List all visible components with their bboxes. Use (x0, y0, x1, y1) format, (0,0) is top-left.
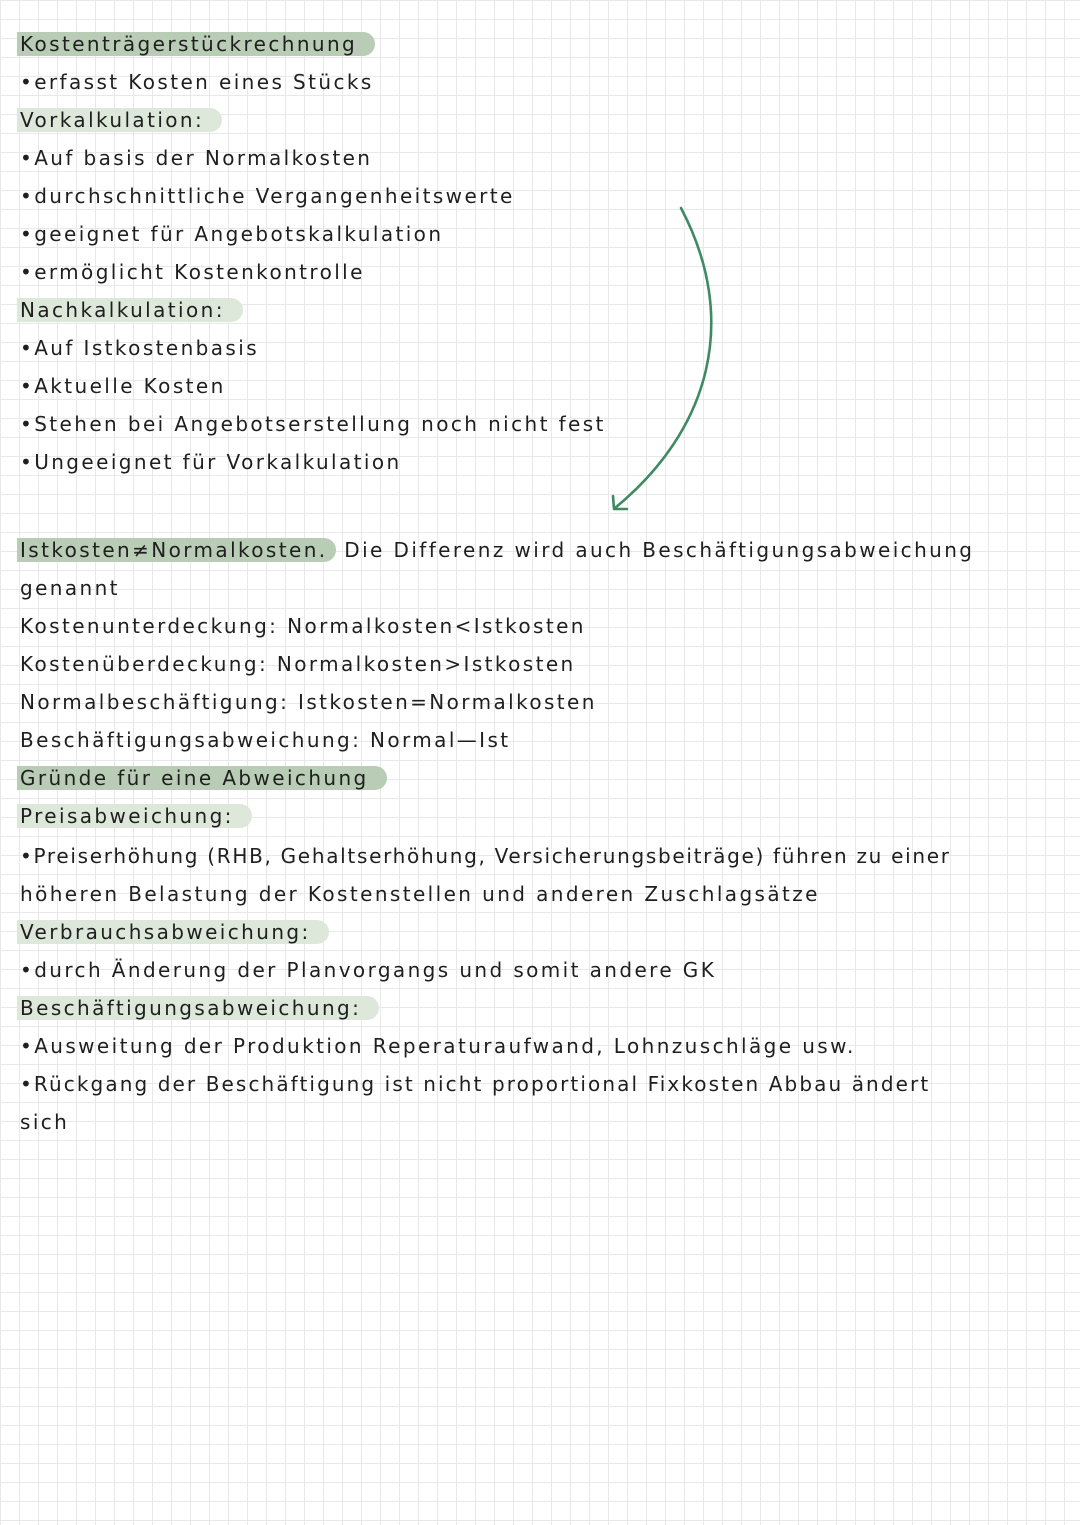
nachkalkulation-heading-text: Nachkalkulation: (17, 298, 243, 322)
vorkalkulation-heading-text: Vorkalkulation: (17, 108, 222, 132)
note-title (20, 30, 375, 58)
vorkalkulation-item: •durchschnittliche Vergangenheitswerte (20, 184, 515, 208)
beschaeftigungsabweichung-line: •Rückgang der Beschäftigung ist nicht proportional Fixkosten Abbau ändert (20, 1072, 931, 1096)
nachkalkulation-item: •Ungeeignet für Vorkalkulation (20, 450, 402, 474)
definition-term: Normalbeschäftigung: (20, 690, 290, 714)
beschaeftigungsabweichung-heading-text: Beschäftigungsabweichung: (17, 996, 379, 1020)
definition-value: Normal—Ist (361, 728, 511, 752)
intro-line: •erfasst Kosten eines Stücks (20, 70, 374, 94)
definition-row (20, 726, 511, 754)
nachkalkulation-item: •Stehen bei Angebotserstellung noch nicht fest (20, 412, 606, 436)
verbrauchsabweichung-line: •durch Änderung der Planvorgangs und somit andere GK (20, 958, 717, 982)
definition-row (20, 612, 586, 640)
vorkalkulation-item: •geeignet für Angebotskalkulation (20, 222, 444, 246)
beschaeftigungsabweichung-line: sich (20, 1110, 70, 1134)
definition-row (20, 688, 597, 716)
definition-term: Kostenunterdeckung: (20, 614, 279, 638)
gruende-heading (20, 764, 387, 792)
nachkalkulation-item: •Auf Istkostenbasis (20, 336, 260, 360)
vorkalkulation-item: •Auf basis der Normalkosten (20, 146, 373, 170)
verbrauchsabweichung-heading-text: Verbrauchsabweichung: (17, 920, 329, 944)
beschaeftigungsabweichung-line: •Ausweitung der Produktion Reperaturaufwand, Lohnzuschläge usw. (20, 1034, 856, 1058)
definition-term: Beschäftigungsabweichung: (20, 728, 362, 752)
preisabweichung-line: höheren Belastung der Kostenstellen und anderen Zuschlagsätze (20, 882, 820, 906)
note-title-text: Kostenträgerstückrechnung (17, 32, 375, 56)
vorkalkulation-item: •ermöglicht Kostenkontrolle (20, 260, 365, 284)
nachkalkulation-heading (20, 296, 243, 324)
differenz-highlight: Istkosten≠Normalkosten. (17, 538, 336, 562)
beschaeftigungsabweichung-heading (20, 994, 379, 1022)
differenz-continuation: genannt (20, 576, 120, 600)
differenz-text: Die Differenz wird auch Beschäftigungsabweichung (335, 538, 975, 562)
preisabweichung-line: •Preiserhöhung (RHB, Gehaltserhöhung, Versicherungsbeiträge) führen zu einer (20, 844, 951, 868)
differenz-line (20, 536, 974, 564)
definition-value: Istkosten=Normalkosten (289, 690, 597, 714)
definition-term: Kostenüberdeckung: (20, 652, 269, 676)
preisabweichung-heading (20, 802, 252, 830)
definition-value: Normalkosten<Istkosten (278, 614, 586, 638)
definition-row (20, 650, 576, 678)
definition-value: Normalkosten>Istkosten (268, 652, 576, 676)
curved-arrow-icon (600, 200, 730, 520)
gruende-heading-text: Gründe für eine Abweichung (17, 766, 387, 790)
vorkalkulation-heading (20, 106, 222, 134)
preisabweichung-heading-text: Preisabweichung: (17, 804, 252, 828)
nachkalkulation-item: •Aktuelle Kosten (20, 374, 226, 398)
verbrauchsabweichung-heading (20, 918, 329, 946)
